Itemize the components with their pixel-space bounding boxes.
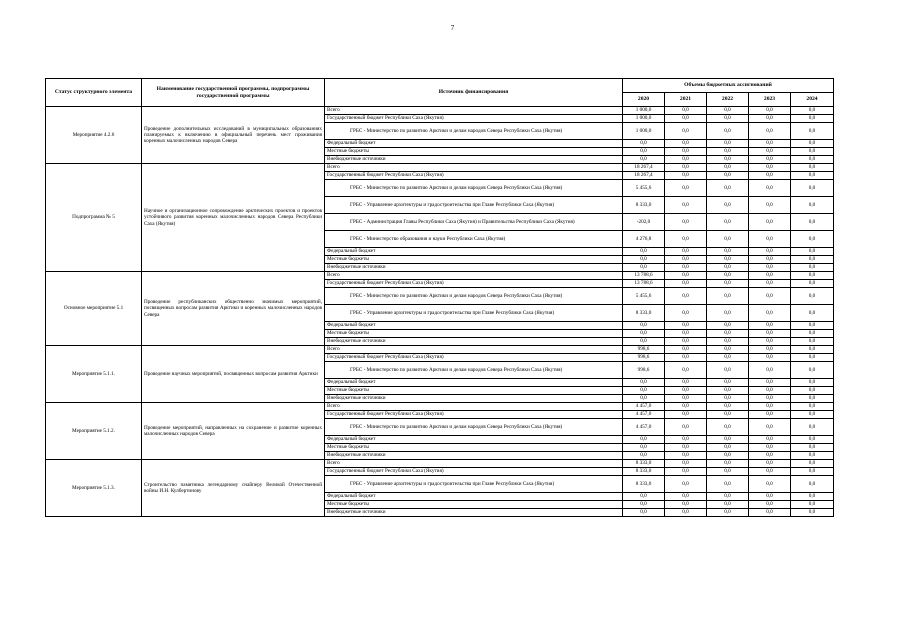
value-cell: 0,0 xyxy=(665,148,707,156)
value-cell: 0,0 xyxy=(791,346,834,354)
header-year: 2020 xyxy=(623,93,665,107)
source-cell: Федеральный бюджет xyxy=(325,493,623,501)
value-cell: 1 000,0 xyxy=(623,115,665,123)
value-cell: 0,0 xyxy=(749,148,791,156)
value-cell: 0,0 xyxy=(791,140,834,148)
source-cell: Государственный бюджет Республики Саха (Якутия) xyxy=(325,354,623,362)
header-year: 2024 xyxy=(791,93,834,107)
value-cell: 0,0 xyxy=(665,305,707,322)
value-cell: 0,0 xyxy=(707,156,749,164)
value-cell: 0,0 xyxy=(791,436,834,444)
table-row xyxy=(46,460,834,468)
value-cell: 0,0 xyxy=(749,419,791,436)
source-cell: ГРБС - Министерство по развитию Арктики и делам народов Севера Республики Саха (Якутия) xyxy=(325,180,623,197)
name-cell: Научное и организационное сопровождение арктических проектов и проектов устойчивого развития коренных малочисленных народов Севера Республики Саха (Якутия) xyxy=(142,164,325,272)
value-cell: 0,0 xyxy=(623,436,665,444)
header-status: Статус структурного элемента xyxy=(46,79,142,107)
value-cell: 0,0 xyxy=(665,411,707,419)
value-cell: 0,0 xyxy=(623,493,665,501)
value-cell: 0,0 xyxy=(707,379,749,387)
source-cell: ГРБС - Министерство по развитию Арктики и делам народов Севера Республики Саха (Якутия) xyxy=(325,123,623,140)
value-cell: 0,0 xyxy=(749,362,791,379)
value-cell: 0,0 xyxy=(791,452,834,460)
source-cell: ГРБС - Министерство по развитию Арктики и делам народов Севера Республики Саха (Якутия) xyxy=(325,362,623,379)
value-cell: 0,0 xyxy=(791,272,834,280)
value-cell: 998,6 xyxy=(623,362,665,379)
value-cell: 8 333,0 xyxy=(623,468,665,476)
value-cell: 0,0 xyxy=(707,115,749,123)
source-cell: Местные бюджеты xyxy=(325,444,623,452)
value-cell: 0,0 xyxy=(749,354,791,362)
value-cell: 0,0 xyxy=(623,387,665,395)
value-cell: 0,0 xyxy=(749,280,791,288)
value-cell: 13 788,6 xyxy=(623,280,665,288)
table-row xyxy=(46,272,834,280)
value-cell: 0,0 xyxy=(665,395,707,403)
value-cell: 0,0 xyxy=(791,354,834,362)
value-cell: 0,0 xyxy=(749,214,791,231)
value-cell: 0,0 xyxy=(665,107,707,115)
value-cell: 0,0 xyxy=(749,180,791,197)
value-cell: 0,0 xyxy=(791,387,834,395)
source-cell: Всего xyxy=(325,460,623,468)
value-cell: 0,0 xyxy=(749,468,791,476)
value-cell: 0,0 xyxy=(791,460,834,468)
status-cell: Мероприятие 5.1.3. xyxy=(46,460,142,517)
value-cell: 0,0 xyxy=(749,452,791,460)
source-cell: ГРБС - Министерство по развитию Арктики и делам народов Севера Республики Саха (Якутия) xyxy=(325,288,623,305)
value-cell: 0,0 xyxy=(791,214,834,231)
value-cell: 0,0 xyxy=(665,330,707,338)
value-cell: 0,0 xyxy=(749,411,791,419)
value-cell: 0,0 xyxy=(749,436,791,444)
page-number: 7 xyxy=(450,24,455,32)
name-cell: Строительство памятника легендарному снайперу Великой Отечественной войны И.Н. Кулбертинову xyxy=(142,460,325,517)
value-cell: 0,0 xyxy=(665,354,707,362)
value-cell: 0,0 xyxy=(665,346,707,354)
header-year: 2022 xyxy=(707,93,749,107)
value-cell: 0,0 xyxy=(665,419,707,436)
value-cell: 0,0 xyxy=(707,148,749,156)
value-cell: 8 333,0 xyxy=(623,305,665,322)
value-cell: 13 788,6 xyxy=(623,272,665,280)
status-cell: Мероприятие 5.1.2. xyxy=(46,403,142,460)
header-source: Источник финансирования xyxy=(325,79,623,107)
value-cell: 0,0 xyxy=(791,123,834,140)
value-cell: 0,0 xyxy=(707,140,749,148)
value-cell: 0,0 xyxy=(623,501,665,509)
value-cell: 0,0 xyxy=(749,338,791,346)
value-cell: 0,0 xyxy=(623,395,665,403)
value-cell: 0,0 xyxy=(791,493,834,501)
value-cell: 0,0 xyxy=(791,256,834,264)
value-cell: 0,0 xyxy=(623,156,665,164)
value-cell: 0,0 xyxy=(665,436,707,444)
value-cell: 0,0 xyxy=(749,123,791,140)
budget-table xyxy=(45,78,834,517)
source-cell: Местные бюджеты xyxy=(325,330,623,338)
value-cell: 0,0 xyxy=(707,460,749,468)
value-cell: 5 455,6 xyxy=(623,180,665,197)
value-cell: 0,0 xyxy=(665,509,707,517)
value-cell: 0,0 xyxy=(749,346,791,354)
value-cell: -202,0 xyxy=(623,214,665,231)
value-cell: 5 455,6 xyxy=(623,288,665,305)
value-cell: 0,0 xyxy=(623,140,665,148)
value-cell: 0,0 xyxy=(749,272,791,280)
value-cell: 0,0 xyxy=(665,322,707,330)
value-cell: 0,0 xyxy=(665,123,707,140)
value-cell: 0,0 xyxy=(791,419,834,436)
value-cell: 0,0 xyxy=(749,387,791,395)
source-cell: Государственный бюджет Республики Саха (Якутия) xyxy=(325,172,623,180)
value-cell: 998,6 xyxy=(623,346,665,354)
value-cell: 18 267,4 xyxy=(623,164,665,172)
value-cell: 0,0 xyxy=(707,395,749,403)
source-cell: Внебюджетные источники xyxy=(325,395,623,403)
header-name: Наименование государственной программы, подпрограммы государственной программы xyxy=(142,79,325,107)
value-cell: 0,0 xyxy=(665,264,707,272)
value-cell: 0,0 xyxy=(665,231,707,248)
value-cell: 0,0 xyxy=(665,460,707,468)
value-cell: 0,0 xyxy=(791,264,834,272)
value-cell: 0,0 xyxy=(623,256,665,264)
name-cell: Проведение республиканских общественно значимых мероприятий, посвященных вопросам развития Арктики и коренных малочисленных народов Севера xyxy=(142,272,325,346)
value-cell: 0,0 xyxy=(791,330,834,338)
source-cell: Внебюджетные источники xyxy=(325,338,623,346)
value-cell: 0,0 xyxy=(791,395,834,403)
value-cell: 0,0 xyxy=(749,156,791,164)
value-cell: 1 000,0 xyxy=(623,123,665,140)
value-cell: 0,0 xyxy=(665,164,707,172)
value-cell: 0,0 xyxy=(665,476,707,493)
source-cell: ГРБС - Министерство по развитию Арктики и делам народов Севера Республики Саха (Якутия) xyxy=(325,419,623,436)
value-cell: 0,0 xyxy=(665,248,707,256)
value-cell: 0,0 xyxy=(665,493,707,501)
value-cell: 0,0 xyxy=(749,379,791,387)
value-cell: 0,0 xyxy=(707,172,749,180)
value-cell: 0,0 xyxy=(623,248,665,256)
value-cell: 0,0 xyxy=(707,403,749,411)
source-cell: ГРБС - Управление архитектуры и градостроительства при Главе Республики Саха (Якутия) xyxy=(325,197,623,214)
value-cell: 0,0 xyxy=(791,231,834,248)
value-cell: 0,0 xyxy=(749,460,791,468)
value-cell: 0,0 xyxy=(707,444,749,452)
value-cell: 0,0 xyxy=(707,107,749,115)
value-cell: 0,0 xyxy=(707,180,749,197)
value-cell: 0,0 xyxy=(749,509,791,517)
source-cell: Государственный бюджет Республики Саха (Якутия) xyxy=(325,468,623,476)
value-cell: 0,0 xyxy=(707,493,749,501)
value-cell: 0,0 xyxy=(791,338,834,346)
value-cell: 0,0 xyxy=(791,476,834,493)
value-cell: 0,0 xyxy=(749,403,791,411)
value-cell: 0,0 xyxy=(749,444,791,452)
value-cell: 0,0 xyxy=(749,140,791,148)
source-cell: Местные бюджеты xyxy=(325,501,623,509)
value-cell: 0,0 xyxy=(749,476,791,493)
value-cell: 0,0 xyxy=(791,164,834,172)
source-cell: Федеральный бюджет xyxy=(325,436,623,444)
name-cell: Проведение дополнительных исследований в муниципальных образованиях планируемых к включению в официальный перечень мест проживания коренных малочисленных народов Севера xyxy=(142,107,325,164)
value-cell: 0,0 xyxy=(791,305,834,322)
value-cell: 0,0 xyxy=(749,172,791,180)
value-cell: 0,0 xyxy=(707,330,749,338)
value-cell: 0,0 xyxy=(749,330,791,338)
value-cell: 4 457,0 xyxy=(623,419,665,436)
value-cell: 4 276,8 xyxy=(623,231,665,248)
table-row xyxy=(46,164,834,172)
value-cell: 0,0 xyxy=(791,248,834,256)
value-cell: 0,0 xyxy=(623,509,665,517)
value-cell: 998,6 xyxy=(623,354,665,362)
value-cell: 18 267,4 xyxy=(623,172,665,180)
source-cell: Федеральный бюджет xyxy=(325,322,623,330)
value-cell: 0,0 xyxy=(791,172,834,180)
value-cell: 0,0 xyxy=(665,379,707,387)
table-row xyxy=(46,107,834,115)
value-cell: 0,0 xyxy=(665,403,707,411)
value-cell: 0,0 xyxy=(707,248,749,256)
source-cell: Внебюджетные источники xyxy=(325,509,623,517)
value-cell: 0,0 xyxy=(665,140,707,148)
source-cell: Всего xyxy=(325,107,623,115)
source-cell: Федеральный бюджет xyxy=(325,140,623,148)
value-cell: 0,0 xyxy=(623,379,665,387)
value-cell: 0,0 xyxy=(707,468,749,476)
value-cell: 0,0 xyxy=(707,231,749,248)
value-cell: 0,0 xyxy=(707,362,749,379)
source-cell: Всего xyxy=(325,346,623,354)
value-cell: 0,0 xyxy=(707,509,749,517)
value-cell: 0,0 xyxy=(749,256,791,264)
source-cell: Федеральный бюджет xyxy=(325,248,623,256)
value-cell: 0,0 xyxy=(665,468,707,476)
value-cell: 0,0 xyxy=(749,264,791,272)
source-cell: Внебюджетные источники xyxy=(325,264,623,272)
value-cell: 0,0 xyxy=(623,444,665,452)
value-cell: 0,0 xyxy=(707,214,749,231)
value-cell: 0,0 xyxy=(665,272,707,280)
value-cell: 0,0 xyxy=(791,509,834,517)
value-cell: 8 333,0 xyxy=(623,476,665,493)
value-cell: 0,0 xyxy=(749,248,791,256)
value-cell: 0,0 xyxy=(791,362,834,379)
source-cell: ГРБС - Министерство образования и науки Республики Саха (Якутия) xyxy=(325,231,623,248)
value-cell: 0,0 xyxy=(791,468,834,476)
value-cell: 0,0 xyxy=(707,305,749,322)
value-cell: 4 457,0 xyxy=(623,403,665,411)
value-cell: 0,0 xyxy=(791,280,834,288)
source-cell: Всего xyxy=(325,272,623,280)
value-cell: 0,0 xyxy=(707,164,749,172)
value-cell: 0,0 xyxy=(707,288,749,305)
value-cell: 0,0 xyxy=(791,444,834,452)
table-row xyxy=(46,403,834,411)
value-cell: 0,0 xyxy=(707,264,749,272)
value-cell: 0,0 xyxy=(707,436,749,444)
value-cell: 0,0 xyxy=(791,180,834,197)
source-cell: Внебюджетные источники xyxy=(325,452,623,460)
value-cell: 0,0 xyxy=(791,403,834,411)
status-cell: Мероприятие 4.2.6 xyxy=(46,107,142,164)
source-cell: Федеральный бюджет xyxy=(325,379,623,387)
value-cell: 0,0 xyxy=(749,395,791,403)
value-cell: 0,0 xyxy=(707,452,749,460)
value-cell: 0,0 xyxy=(707,338,749,346)
source-cell: ГРБС - Управление архитектуры и градостроительства при Главе Республики Саха (Якутия) xyxy=(325,476,623,493)
value-cell: 8 333,0 xyxy=(623,460,665,468)
value-cell: 0,0 xyxy=(791,322,834,330)
value-cell: 1 000,0 xyxy=(623,107,665,115)
value-cell: 0,0 xyxy=(707,280,749,288)
value-cell: 0,0 xyxy=(707,419,749,436)
value-cell: 0,0 xyxy=(623,322,665,330)
value-cell: 0,0 xyxy=(665,338,707,346)
value-cell: 0,0 xyxy=(665,172,707,180)
value-cell: 0,0 xyxy=(707,387,749,395)
source-cell: Государственный бюджет Республики Саха (Якутия) xyxy=(325,280,623,288)
source-cell: Государственный бюджет Республики Саха (Якутия) xyxy=(325,411,623,419)
value-cell: 0,0 xyxy=(665,197,707,214)
value-cell: 0,0 xyxy=(791,115,834,123)
name-cell: Проведение мероприятий, направленных на сохранение и развитие коренных малочисленных народов Севера xyxy=(142,403,325,460)
source-cell: Местные бюджеты xyxy=(325,387,623,395)
name-cell: Проведение научных мероприятий, посвященных вопросам развития Арктики xyxy=(142,346,325,403)
header-year: 2023 xyxy=(749,93,791,107)
value-cell: 0,0 xyxy=(749,164,791,172)
value-cell: 0,0 xyxy=(665,256,707,264)
value-cell: 4 457,0 xyxy=(623,411,665,419)
table-row xyxy=(46,346,834,354)
value-cell: 0,0 xyxy=(623,148,665,156)
value-cell: 0,0 xyxy=(707,322,749,330)
source-cell: ГРБС - Управление архитектуры и градостроительства при Главе Республики Саха (Якутия) xyxy=(325,305,623,322)
value-cell: 0,0 xyxy=(791,197,834,214)
source-cell: Внебюджетные источники xyxy=(325,156,623,164)
source-cell: Всего xyxy=(325,403,623,411)
value-cell: 0,0 xyxy=(749,288,791,305)
value-cell: 0,0 xyxy=(665,444,707,452)
value-cell: 0,0 xyxy=(707,501,749,509)
value-cell: 0,0 xyxy=(707,411,749,419)
value-cell: 0,0 xyxy=(749,501,791,509)
value-cell: 0,0 xyxy=(749,231,791,248)
value-cell: 0,0 xyxy=(665,214,707,231)
source-cell: Местные бюджеты xyxy=(325,148,623,156)
source-cell: Всего xyxy=(325,164,623,172)
value-cell: 0,0 xyxy=(707,354,749,362)
value-cell: 0,0 xyxy=(623,330,665,338)
value-cell: 0,0 xyxy=(665,362,707,379)
value-cell: 0,0 xyxy=(623,264,665,272)
value-cell: 0,0 xyxy=(749,493,791,501)
status-cell: Основное мероприятие 5.1 xyxy=(46,272,142,346)
value-cell: 0,0 xyxy=(665,180,707,197)
value-cell: 0,0 xyxy=(665,115,707,123)
value-cell: 0,0 xyxy=(707,123,749,140)
status-cell: Мероприятие 5.1.1. xyxy=(46,346,142,403)
value-cell: 8 333,0 xyxy=(623,197,665,214)
value-cell: 0,0 xyxy=(749,107,791,115)
value-cell: 0,0 xyxy=(791,501,834,509)
header-year: 2021 xyxy=(665,93,707,107)
source-cell: Местные бюджеты xyxy=(325,256,623,264)
value-cell: 0,0 xyxy=(707,476,749,493)
value-cell: 0,0 xyxy=(707,256,749,264)
value-cell: 0,0 xyxy=(749,305,791,322)
value-cell: 0,0 xyxy=(791,148,834,156)
value-cell: 0,0 xyxy=(791,288,834,305)
header-volumes: Объемы бюджетных ассигнований xyxy=(623,79,834,93)
source-cell: ГРБС - Администрация Главы Республики Саха (Якутия) и Правительства Республики Саха (Якутия) xyxy=(325,214,623,231)
value-cell: 0,0 xyxy=(665,156,707,164)
value-cell: 0,0 xyxy=(623,452,665,460)
value-cell: 0,0 xyxy=(791,379,834,387)
value-cell: 0,0 xyxy=(749,322,791,330)
status-cell: Подпрограмма № 5 xyxy=(46,164,142,272)
value-cell: 0,0 xyxy=(707,346,749,354)
source-cell: Государственный бюджет Республики Саха (Якутия) xyxy=(325,115,623,123)
value-cell: 0,0 xyxy=(791,156,834,164)
value-cell: 0,0 xyxy=(749,197,791,214)
value-cell: 0,0 xyxy=(665,288,707,305)
value-cell: 0,0 xyxy=(665,501,707,509)
value-cell: 0,0 xyxy=(707,197,749,214)
value-cell: 0,0 xyxy=(707,272,749,280)
value-cell: 0,0 xyxy=(791,411,834,419)
value-cell: 0,0 xyxy=(665,452,707,460)
value-cell: 0,0 xyxy=(623,338,665,346)
value-cell: 0,0 xyxy=(749,115,791,123)
value-cell: 0,0 xyxy=(665,280,707,288)
value-cell: 0,0 xyxy=(791,107,834,115)
value-cell: 0,0 xyxy=(665,387,707,395)
